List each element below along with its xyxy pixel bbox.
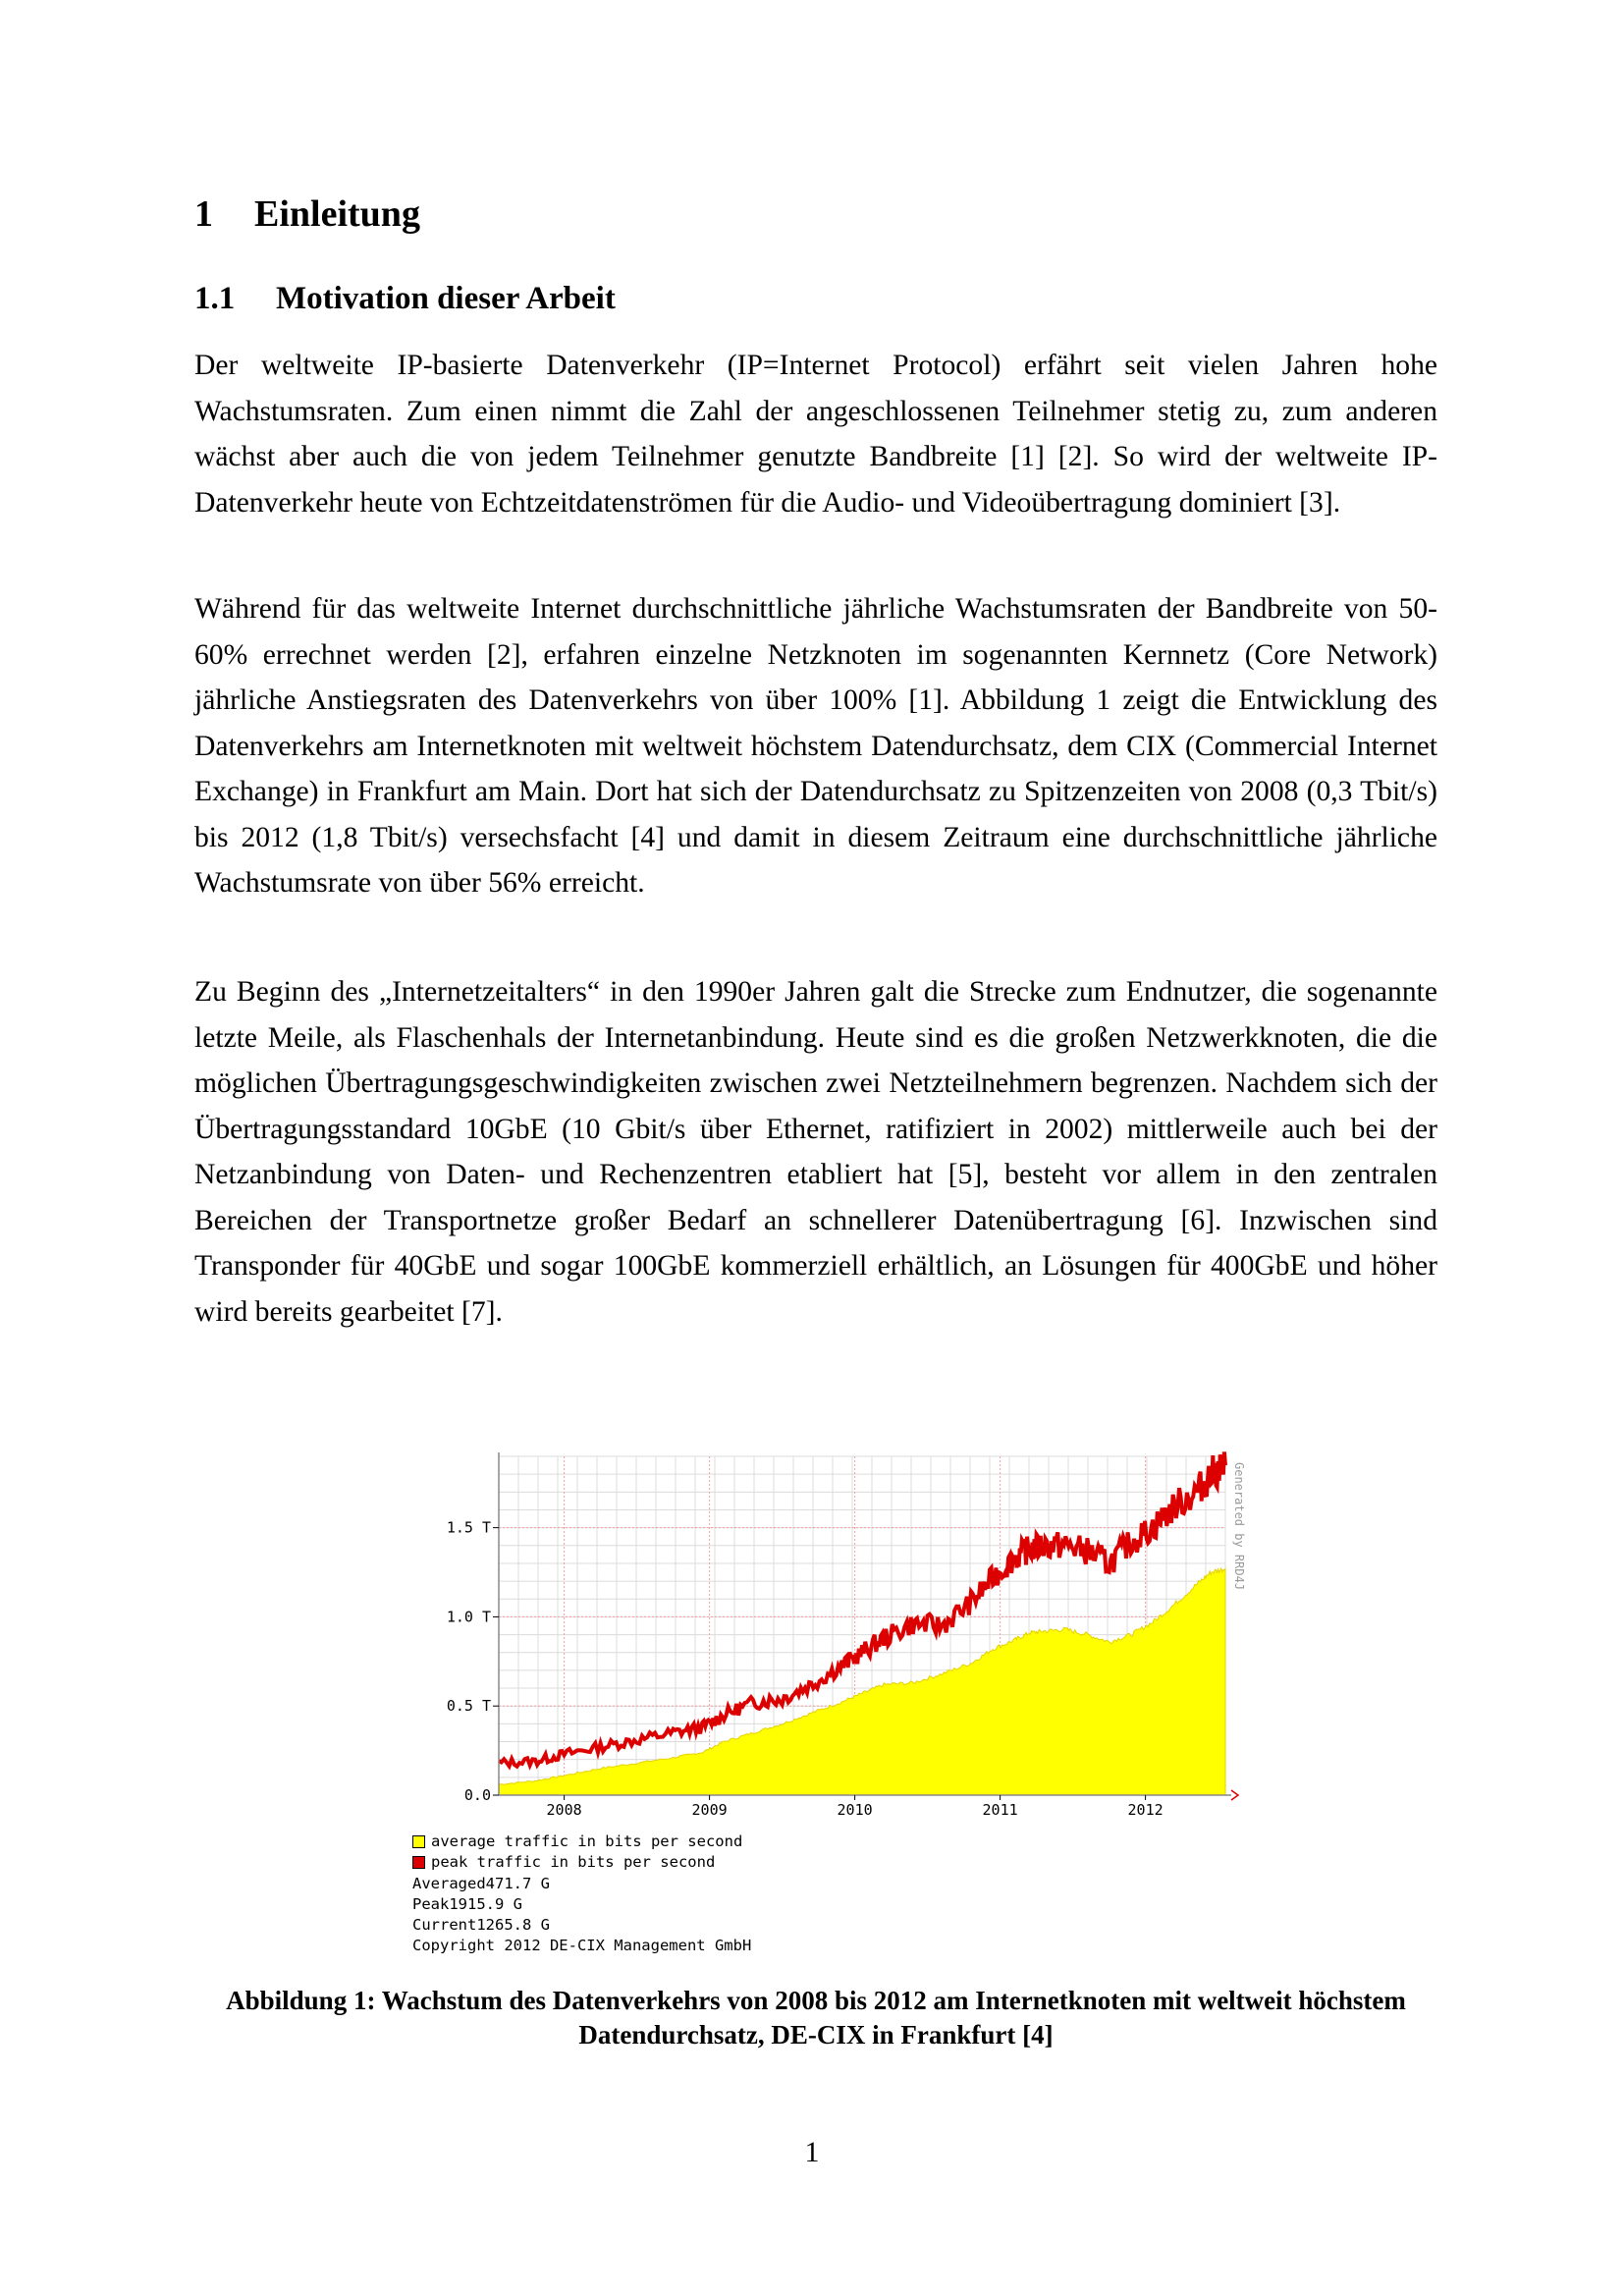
y-tick-label: 1.5 T xyxy=(446,1518,491,1537)
paragraph: Während für das weltweite Internet durchschnittliche jährliche Wachstumsraten der Bandbreite von 50-60% errechnet werden [2], erfahren einzelne Netzknoten im sogenannten Kernnetz (Core Network) jährliche Anstiegsraten des Datenverkehrs von über 100% [1]. Abbildung 1 zeigt die Entwicklung des Datenverkehrs am Internetknoten mit weltweit höchstem Datendurchsatz, dem CIX (Commercial Internet Exchange) in Frankfurt am Main. Dort hat sich der Datendurchsatz zu Spitzenzeiten von 2008 (0,3 Tbit/s) bis 2012 (1,8 Tbit/s) versechsfacht [4] und damit in diesem Zeitraum eine durchschnittliche jährliche Wachstumsrate von über 56% erreicht. xyxy=(194,593,1437,899)
caption-line: Abbildung 1: Wachstum des Datenverkehrs von 2008 bis 2012 am Internetknoten mit weltweit höchstem xyxy=(226,1986,1406,2015)
y-tick-label: 0.5 T xyxy=(446,1697,491,1716)
chapter-heading xyxy=(194,192,420,236)
chart-legend xyxy=(412,1831,751,1957)
caption-line: Datendurchsatz, DE-CIX in Frankfurt [4] xyxy=(578,2020,1054,2050)
chapter-title: Einleitung xyxy=(254,193,420,235)
legend-label: peak traffic in bits per second xyxy=(431,1853,716,1872)
section-title: Motivation dieser Arbeit xyxy=(276,281,616,316)
legend-label: average traffic in bits per second xyxy=(431,1832,743,1850)
paragraph: Zu Beginn des „Internetzeitalters“ in den 1990er Jahren galt die Strecke zum Endnutzer, die sogenannte letzte Meile, als Flaschenhals der Internetanbindung. Heute sind es die großen Netzwerkknoten, die die möglichen Übertragungsgeschwindigkeiten zwischen zwei Netzteilnehmern begrenzen. Nachdem sich der Übertragungsstandard 10GbE (10 Gbit/s über Ethernet, ratifiziert in 2002) mittlerweile auch bei der Netzanbindung von Daten- und Rechenzentren etabliert hat [5], besteht vor allem in den zentralen Bereichen der Transportnetze großer Bedarf an schnellerer Datenübertragung [6]. Inzwischen sind Transponder für 40GbE und sogar 100GbE kommerziell erhältlich, an Lösungen für 400GbE und höher wird bereits gearbeitet [7]. xyxy=(194,976,1437,1328)
traffic-chart xyxy=(407,1449,1252,1831)
legend-item-average xyxy=(412,1831,751,1852)
section-number: 1.1 xyxy=(194,281,236,316)
x-axis-arrow xyxy=(1231,1790,1238,1800)
y-tick-label: 1.0 T xyxy=(446,1608,491,1626)
traffic-figure xyxy=(407,1449,1252,1959)
stat-current: Current 1265.8 G xyxy=(412,1916,550,1935)
x-tick-labels xyxy=(547,1795,1164,1819)
x-tick-label: 2012 xyxy=(1127,1801,1164,1819)
page-number: 1 xyxy=(804,2136,820,2168)
chapter-number: 1 xyxy=(194,193,213,235)
y-tick-label: 0.0 xyxy=(463,1786,491,1804)
chart-copyright: Copyright 2012 DE-CIX Management GmbH xyxy=(412,1937,752,1955)
x-tick-label: 2011 xyxy=(982,1801,1018,1819)
average-swatch xyxy=(412,1835,425,1848)
stat-averaged: Averaged 471.7 G xyxy=(412,1874,550,1892)
section-heading xyxy=(194,281,616,317)
stat-peak: Peak 1915.9 G xyxy=(412,1894,522,1913)
legend-item-peak xyxy=(412,1852,751,1873)
figure-caption xyxy=(194,1984,1437,2052)
x-tick-label: 2009 xyxy=(691,1801,728,1819)
paragraph: Der weltweite IP-basierte Datenverkehr (IP=Internet Protocol) erfährt seit vielen Jahren hohe Wachstumsraten. Zum einen nimmt die Zahl der angeschlossenen Teilnehmer stetig zu, zum anderen wächst aber auch die von jedem Teilnehmer genutzte Bandbreite [1] [2]. So wird der weltweite IP-Datenverkehr heute von Echtzeitdatenströmen für die Audio- und Videoübertragung dominiert [3]. xyxy=(194,350,1437,519)
y-tick-labels xyxy=(447,1519,499,1804)
peak-swatch xyxy=(412,1856,425,1869)
chart-watermark: Generated by RRD4J xyxy=(1232,1462,1246,1591)
x-tick-label: 2008 xyxy=(546,1801,582,1819)
x-tick-label: 2010 xyxy=(837,1801,873,1819)
